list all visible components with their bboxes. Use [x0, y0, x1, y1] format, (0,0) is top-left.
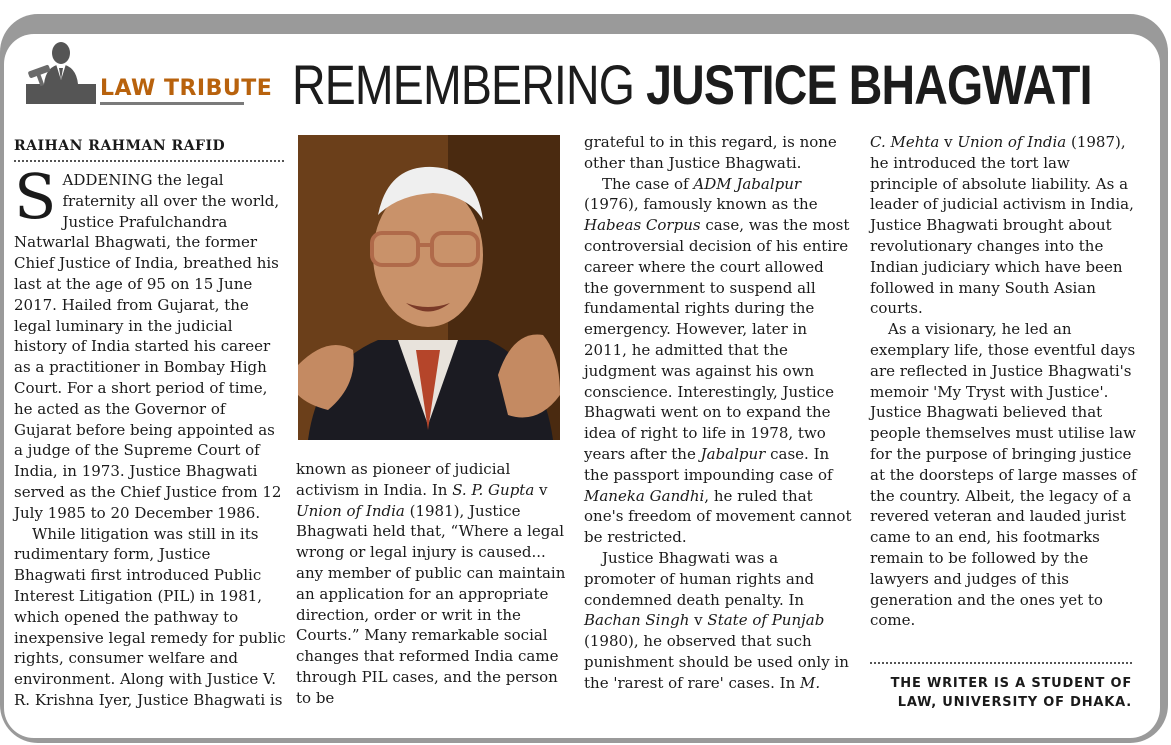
- article-column-3: [584, 132, 852, 694]
- col2-text-3: (1981), Justice Bhagwati held that, “Where a legal wrong or legal injury is caused... any member of public can maintain an application for an appropriate direction, order or writ in the Courts.” Many remarkable social changes that reformed India came through PIL cases, and the person to be: [296, 501, 566, 707]
- col3-p2-text-2: (1976), famously known as the: [584, 195, 818, 214]
- byline: RAIHAN RAHMAN RAFID: [14, 138, 226, 154]
- case-adm-jabalpur: ADM Jabalpur: [693, 174, 802, 193]
- article-column-2: [296, 459, 568, 709]
- writer-note: [870, 674, 1132, 712]
- col1-paragraph-1: ADDENING the legal fraternity all over the world, Justice Prafulchandra Natwarlal Bhagwati, the former Chief Justice of India, breathed his last at the age of 95 on 15 June 2017. Hailed from Gujarat, the legal luminary in the judicial history of India started his career as a practitioner in Bombay High Court. For a short period of time, he acted as the Governor of Gujarat before being appointed as a judge of the Supreme Court of India, in 1973. Justice Bhagwati served as the Chief Justice from 12 July 1985 to 20 December 1986.: [14, 171, 282, 522]
- section-label: LAW TRIBUTE: [100, 76, 273, 101]
- portrait-photo: [298, 135, 560, 440]
- case-mc-mehta-end: C. Mehta: [870, 133, 940, 151]
- col3-paragraph-2: [584, 174, 852, 548]
- case-jabalpur: Jabalpur: [700, 444, 766, 463]
- col2-text-2: v: [534, 480, 548, 499]
- judge-gavel-icon: [26, 40, 96, 104]
- article-column-1: [14, 160, 286, 711]
- article-column-4: [870, 132, 1142, 631]
- drop-cap: S: [14, 160, 57, 233]
- col4-p1-text-2: (1987), he introduced the tort law principle of absolute liability. As a leader of judicial activism in India, Justice Bhagwati brought about revolutionary changes into the Indian judiciary which have been followed in many South Asian courts.: [870, 133, 1134, 318]
- col1-paragraph-2: While litigation was still in its rudimentary form, Justice Bhagwati first introduced Public Interest Litigation (PIL) in 1981, which opened the pathway to inexpensive legal remedy for public rights, consumer welfare and environment. Along with Justice V. R. Krishna Iyer, Justice Bhagwati is: [14, 524, 286, 709]
- case-maneka-gandhi: Maneka Gandhi: [584, 486, 705, 505]
- col3-paragraph-3: [584, 548, 852, 694]
- writer-note-line-2: LAW, UNIVERSITY OF DHAKA.: [897, 695, 1132, 710]
- col3-p2-text-1: The case of: [602, 174, 694, 193]
- col3-p2-text-3: case, was the most controversial decision of his entire career where the court allowed the government to suspend all fundamental rights during the emergency. However, later in 2011, he admitted that the judgment was against his own conscience. Interestingly, Justice Bhagwati went on to expand the idea of right to life in 1978, two years after the: [584, 216, 850, 463]
- col3-p2-text-5: , he ruled that one's freedom of movement cannot be restricted.: [584, 486, 852, 547]
- article-banner: [4, 34, 1160, 130]
- headline-bold: JUSTICE BHAGWATI: [646, 53, 1092, 116]
- col2-text-1: known as pioneer of judicial activism in India. In: [296, 460, 511, 499]
- col3-p3-text-3: (1980), he observed that such punishment should be used only in the 'rarest of rare' cases. In: [584, 632, 849, 692]
- col3-p3-text-2: v: [689, 611, 708, 630]
- section-label-underline: [100, 102, 244, 105]
- case-bachan-singh: Bachan Singh: [584, 611, 690, 630]
- case-sp-gupta: S. P. Gupta: [452, 480, 535, 499]
- portrait-illustration: [298, 135, 560, 440]
- case-state-of-punjab: State of Punjab: [707, 611, 825, 630]
- col4-paragraph-1: [870, 132, 1142, 319]
- case-union-of-india: Union of India: [296, 501, 405, 520]
- article-page: [4, 34, 1160, 738]
- case-union-of-india-1987: Union of India: [957, 133, 1067, 151]
- writer-note-divider: [870, 662, 1132, 664]
- col4-p1-text-1: v: [939, 133, 958, 151]
- col3-p2-text-4: case. In the passport impounding case of: [584, 444, 833, 484]
- headline-light: REMEMBERING: [292, 53, 647, 116]
- headline: [292, 50, 1092, 120]
- col2-paragraph-1: [296, 459, 568, 709]
- col4-paragraph-2: As a visionary, he led an exemplary life, those eventful days are reflected in Justice Bhagwati's memoir 'My Tryst with Justice'. Justice Bhagwati believed that people themselves must utilise law for the purpose of bringing justice at the doorsteps of large masses of the country. Albeit, the legacy of a revered veteran and lauded jurist came to an end, his footmarks remain to be followed by the lawyers and judges of this generation and the ones yet to come.: [870, 320, 1137, 630]
- col3-paragraph-1: grateful to in this regard, is none other than Justice Bhagwati.: [584, 133, 837, 172]
- col3-p3-text-1: Justice Bhagwati was a promoter of human rights and condemned death penalty. In: [584, 548, 815, 609]
- case-mc-mehta-start: M.: [800, 673, 821, 692]
- case-habeas-corpus: Habeas Corpus: [584, 216, 701, 235]
- writer-note-line-1: THE WRITER IS A STUDENT OF: [890, 676, 1132, 691]
